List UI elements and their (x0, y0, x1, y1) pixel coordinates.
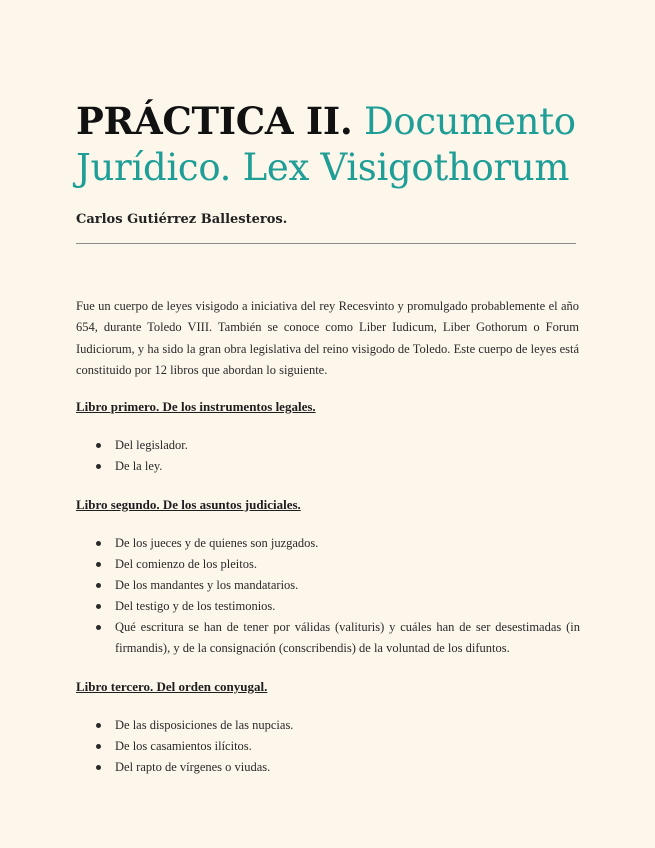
intro-paragraph: Fue un cuerpo de leyes visigodo a iniciativa del rey Recesvinto y promulgado probablemente el año 654, durante Toledo VIII. También se conoce como Liber Iudicum, Liber Gothorum o Forum Iudiciorum, y ha sido la gran obra legislativa del reino visigodo de Toledo. Este cuerpo de leyes está constituido por 12 libros que abordan lo siguiente. (76, 299, 579, 377)
bullet-icon (96, 744, 101, 749)
list-item-text: Del legislador. (115, 438, 188, 452)
bullet-icon (96, 723, 101, 728)
list-item-text: Qué escritura se han de tener por válidas (valituris) y cuáles han de ser desestimadas (in firmandis), y de la consignación (conscribendis) de la voluntad de los difuntos. (115, 620, 580, 655)
bullet-icon (96, 583, 101, 588)
list-item (96, 617, 580, 659)
bullet-icon (96, 443, 101, 448)
list-item (96, 533, 580, 554)
divider (76, 243, 576, 244)
list-item (96, 596, 580, 617)
list-item (96, 456, 580, 477)
list-item (96, 736, 580, 757)
list-libro-segundo (96, 533, 580, 659)
section-heading-libro-segundo: Libro segundo. De los asuntos judiciales. (76, 497, 301, 512)
bullet-icon (96, 541, 101, 546)
list-item (96, 715, 580, 736)
bullet-icon (96, 562, 101, 567)
title-main: Documento Jurídico. Lex Visigothorum (76, 100, 576, 189)
list-libro-primero (96, 435, 580, 477)
list-item (96, 575, 580, 596)
title-prefix: PRÁCTICA II. (76, 99, 353, 143)
bullet-icon (96, 464, 101, 469)
bullet-icon (96, 765, 101, 770)
list-libro-tercero (96, 715, 580, 778)
list-item-text: Del testigo y de los testimonios. (115, 599, 276, 613)
list-item (96, 757, 580, 778)
list-item-text: De los mandantes y los mandatarios. (115, 578, 299, 592)
list-item-text: Del rapto de vírgenes o viudas. (115, 760, 271, 774)
list-item-text: Del comienzo de los pleitos. (115, 557, 257, 571)
list-item-text: De las disposiciones de las nupcias. (115, 718, 294, 732)
section-heading-libro-tercero: Libro tercero. Del orden conyugal. (76, 679, 268, 694)
author-name: Carlos Gutiérrez Ballesteros. (76, 212, 288, 227)
bullet-icon (96, 604, 101, 609)
section-heading-libro-primero: Libro primero. De los instrumentos legales. (76, 399, 316, 414)
list-item-text: De la ley. (115, 459, 163, 473)
list-item-text: De los jueces y de quienes son juzgados. (115, 536, 319, 550)
bullet-icon (96, 625, 101, 630)
list-item (96, 554, 580, 575)
list-item-text: De los casamientos ilícitos. (115, 739, 252, 753)
list-item (96, 435, 580, 456)
page-title (76, 98, 596, 191)
